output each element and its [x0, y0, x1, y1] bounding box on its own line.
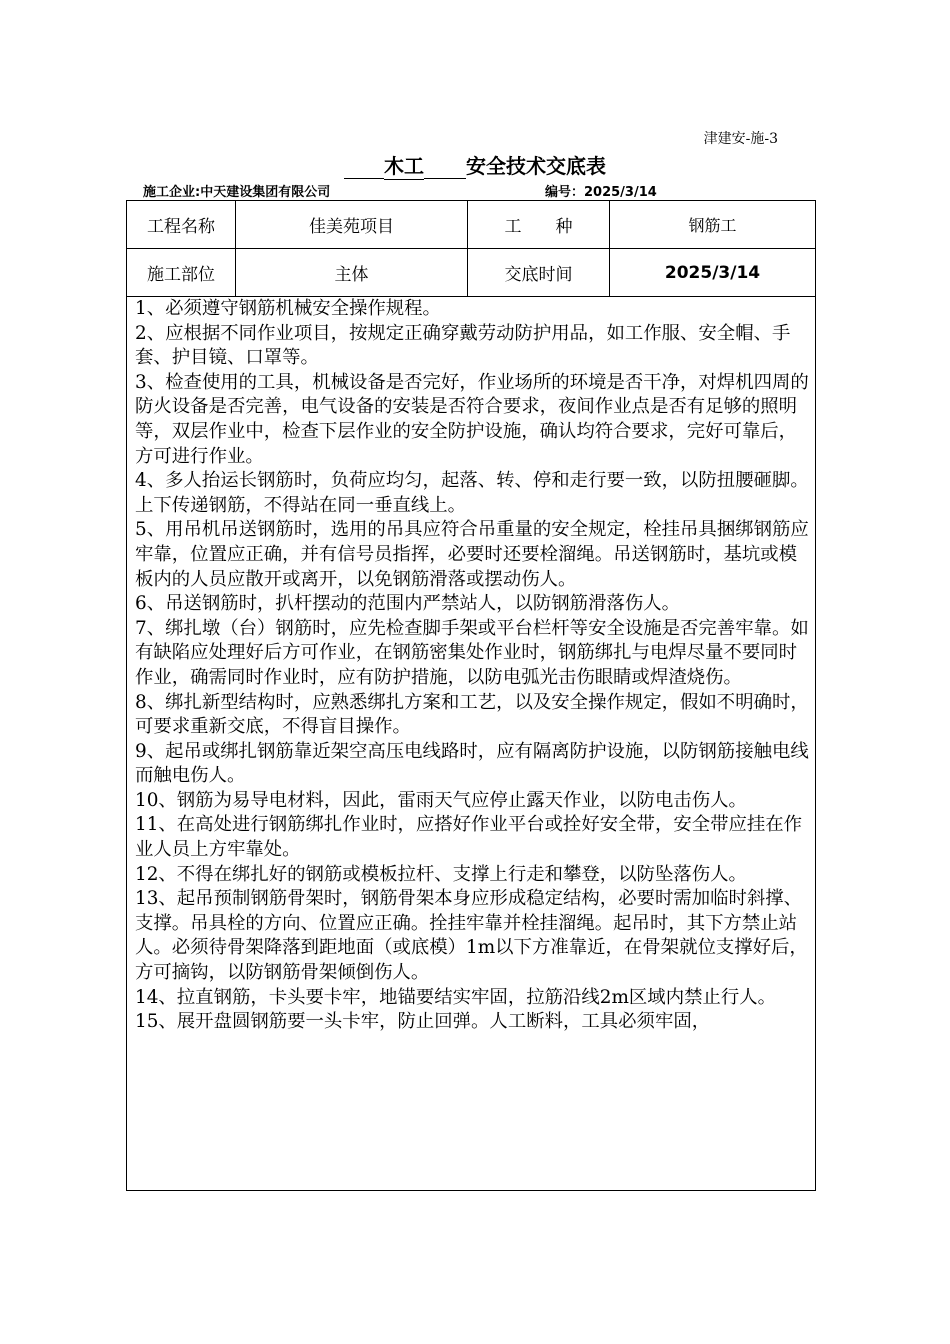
title-trade: 木工	[384, 150, 424, 180]
safety-items-list	[135, 297, 809, 1190]
project-name-label: 工程名称	[127, 201, 236, 249]
location-label: 施工部位	[127, 249, 236, 297]
table-row-project	[127, 201, 816, 249]
safety-item: 7、绑扎墩（台）钢筋时，应先检查脚手架或平台栏杆等安全设施是否完善牢靠。如有缺陷应处理好后方可作业，在钢筋密集处作业时，钢筋绑扎与电焊尽量不要同时作业，确需同时作业时，应有防护措施，以防电弧光击伤眼睛或焊渣烧伤。	[135, 617, 809, 688]
document-title	[0, 150, 950, 180]
safety-item: 12、不得在绑扎好的钢筋或模板拉杆、支撑上行走和攀登，以防坠落伤人。	[135, 863, 747, 885]
serial-number: 编号：2025/3/14	[545, 185, 657, 200]
company-line: 施工企业:中天建设集团有限公司	[143, 185, 331, 200]
title-underline-leading	[344, 154, 384, 179]
safety-item: 2、应根据不同作业项目，按规定正确穿戴劳动防护用品，如工作服、安全帽、手套、护目镜、口罩等。	[135, 322, 791, 369]
safety-item: 5、用吊机吊送钢筋时，选用的吊具应符合吊重量的安全规定，栓挂吊具捆绑钢筋应牢靠，位置应正确，并有信号员指挥，必要时还要栓溜绳。吊送钢筋时，基坑或模板内的人员应散开或离开，以免钢筋滑落或摆动伤人。	[135, 519, 809, 590]
safety-item: 4、多人抬运长钢筋时，负荷应均匀，起落、转、停和走行要一致，以防扭腰砸脚。上下传递钢筋，不得站在同一垂直线上。	[135, 470, 809, 516]
safety-item: 3、检查使用的工具，机械设备是否完好，作业场所的环境是否干净，对焊机四周的防火设备是否完善，电气设备的安装是否符合要求，夜间作业点是否有足够的照明等，双层作业中，检查下层作业的安全防护设施，确认均符合要求，完好可靠后，方可进行作业。	[135, 371, 809, 467]
table-row-content	[127, 297, 816, 1191]
time-label: 交底时间	[468, 249, 610, 297]
safety-item: 10、钢筋为易导电材料，因此，雷雨天气应停止露天作业，以防电击伤人。	[135, 789, 747, 811]
title-main: 安全技术交底表	[466, 154, 606, 178]
safety-content-cell	[127, 297, 816, 1191]
safety-item: 1、必须遵守钢筋机械安全操作规程。	[135, 298, 441, 319]
safety-item: 6、吊送钢筋时，扒杆摆动的范围内严禁站人，以防钢筋滑落伤人。	[135, 593, 681, 615]
safety-item: 11、在高处进行钢筋绑扎作业时，应搭好作业平台或拴好安全带，安全带应挂在作业人员上方牢靠处。	[135, 814, 803, 861]
safety-item: 13、起吊预制钢筋骨架时，钢筋骨架本身应形成稳定结构，必要时需加临时斜撑、支撑。吊具栓的方向、位置应正确。拴挂牢靠并栓挂溜绳。起吊时，其下方禁止站人。必须待骨架降落到距地面（或底模）1m以下方准靠近，在骨架就位支撑好后，方可摘钩，以防钢筋骨架倾倒伤人。	[135, 888, 808, 984]
document-code: 津建安-施-3	[703, 131, 778, 147]
title-underline-trailing	[424, 154, 466, 179]
trade-label: 工 种	[468, 201, 610, 249]
disclosure-table	[126, 200, 816, 1191]
trade-value: 钢筋工	[610, 201, 816, 249]
table-row-location	[127, 249, 816, 297]
project-name-value: 佳美苑项目	[236, 201, 468, 249]
safety-item: 9、起吊或绑扎钢筋靠近架空高压电线路时，应有隔离防护设施，以防钢筋接触电线而触电伤人。	[135, 740, 809, 787]
safety-item: 14、拉直钢筋，卡头要卡牢，地锚要结实牢固，拉筋沿线2m区域内禁止行人。	[135, 986, 777, 1008]
time-value: 2025/3/14	[610, 249, 816, 297]
location-value: 主体	[236, 249, 468, 297]
safety-item: 8、绑扎新型结构时，应熟悉绑扎方案和工艺，以及安全操作规定，假如不明确时，可要求重新交底，不得盲目操作。	[135, 691, 809, 738]
safety-item: 15、展开盘圆钢筋要一头卡牢，防止回弹。人工断料，工具必须牢固，	[135, 1011, 711, 1033]
